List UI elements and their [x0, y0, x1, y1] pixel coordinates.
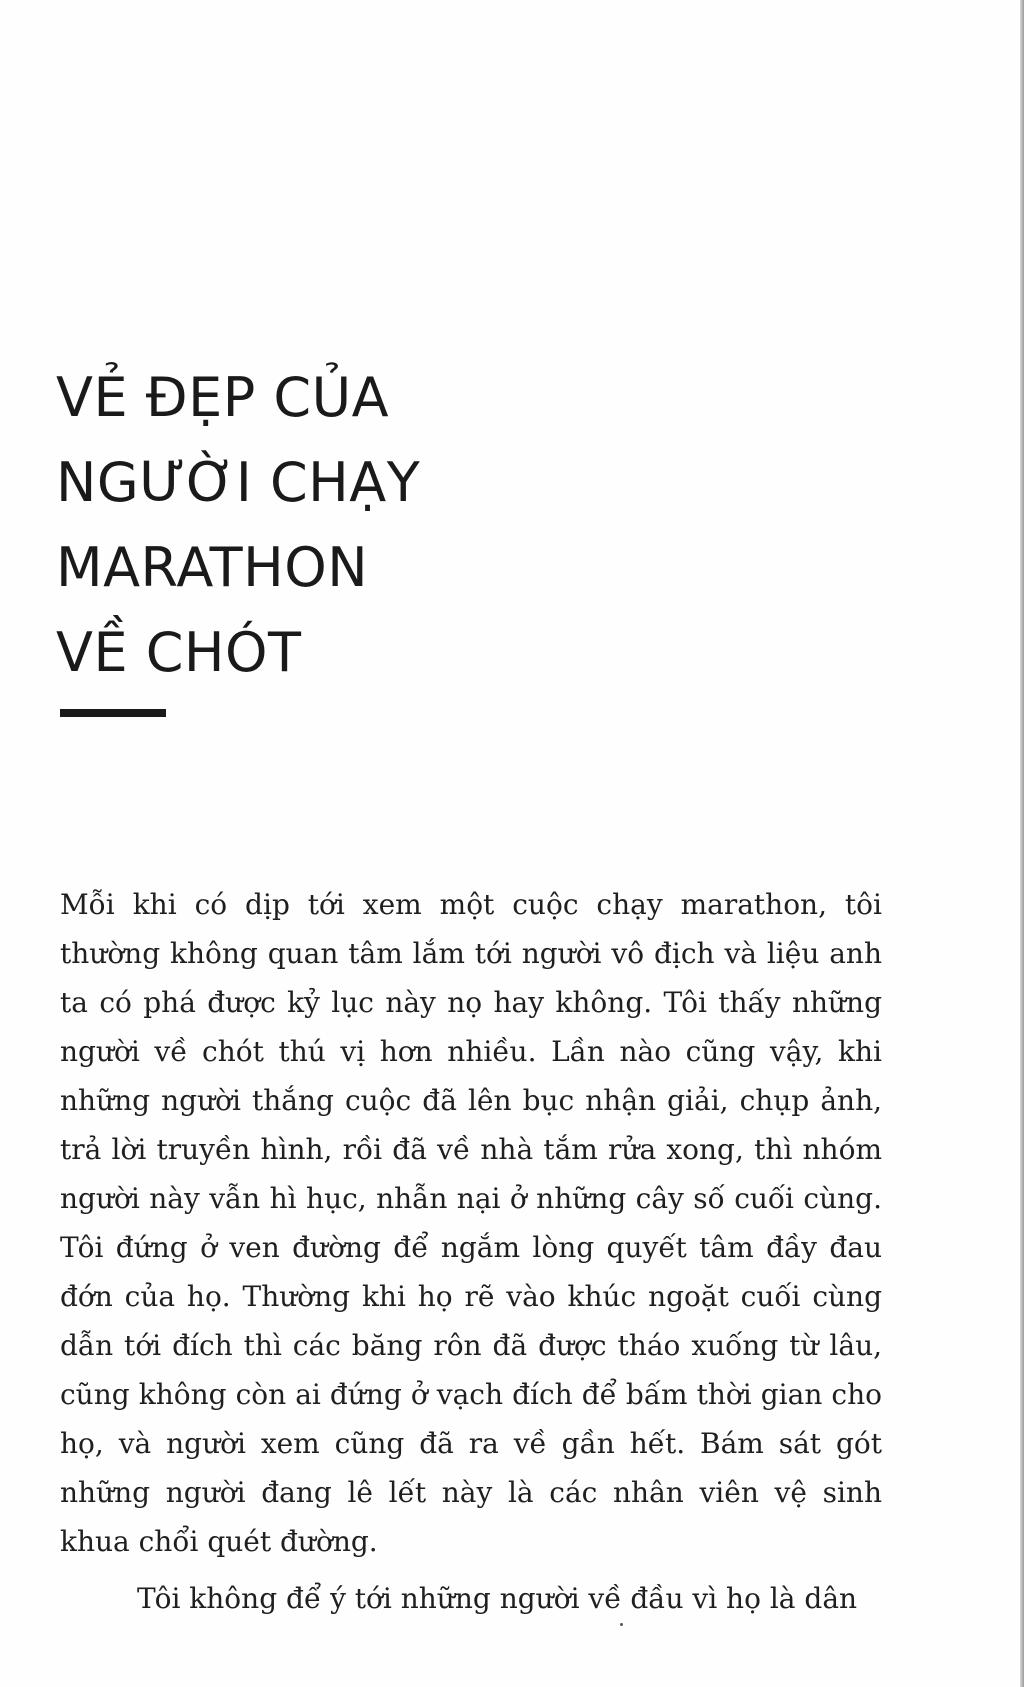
chapter-title-line: NGƯỜI CHẠY	[56, 451, 421, 514]
body-paragraph: Mỗi khi có dịp tới xem một cuộc chạy marathon, tôi thường không quan tâm lắm tới người vô địch và liệu anh ta có phá được kỷ lục này nọ hay không. Tôi thấy những người về chót thú vị hơn nhiều. Lần nào cũng vậy, khi những người thắng cuộc đã lên bục nhận giải, chụp ảnh, trả lời truyền hình, rồi đã về nhà tắm rửa xong, thì nhóm người này vẫn hì hục, nhẫn nại ở những cây số cuối cùng. Tôi đứng ở ven đường để ngắm lòng quyết tâm đầy đau đớn của họ. Thường khi họ rẽ vào khúc ngoặt cuối cùng dẫn tới đích thì các băng rôn đã được tháo xuống từ lâu, cũng không còn ai đứng ở vạch đích để bấm thời gian cho họ, và người xem cũng đã ra về gần hết. Bám sát gót những người đang lê lết này là các nhân viên vệ sinh khua chổi quét đường.	[60, 888, 882, 1558]
chapter-title-line: VẺ ĐẸP CỦA	[56, 366, 390, 429]
chapter-title-line: MARATHON	[56, 536, 369, 599]
print-speck	[620, 1623, 623, 1626]
chapter-title	[56, 355, 420, 695]
page-edge-shadow	[1020, 0, 1024, 1687]
title-underline-rule	[60, 709, 166, 717]
chapter-title-line: VỀ CHÓT	[56, 621, 302, 684]
body-paragraph: Tôi không để ý tới những người về đầu vì họ là dân	[137, 1582, 858, 1615]
body-text	[60, 880, 882, 1623]
